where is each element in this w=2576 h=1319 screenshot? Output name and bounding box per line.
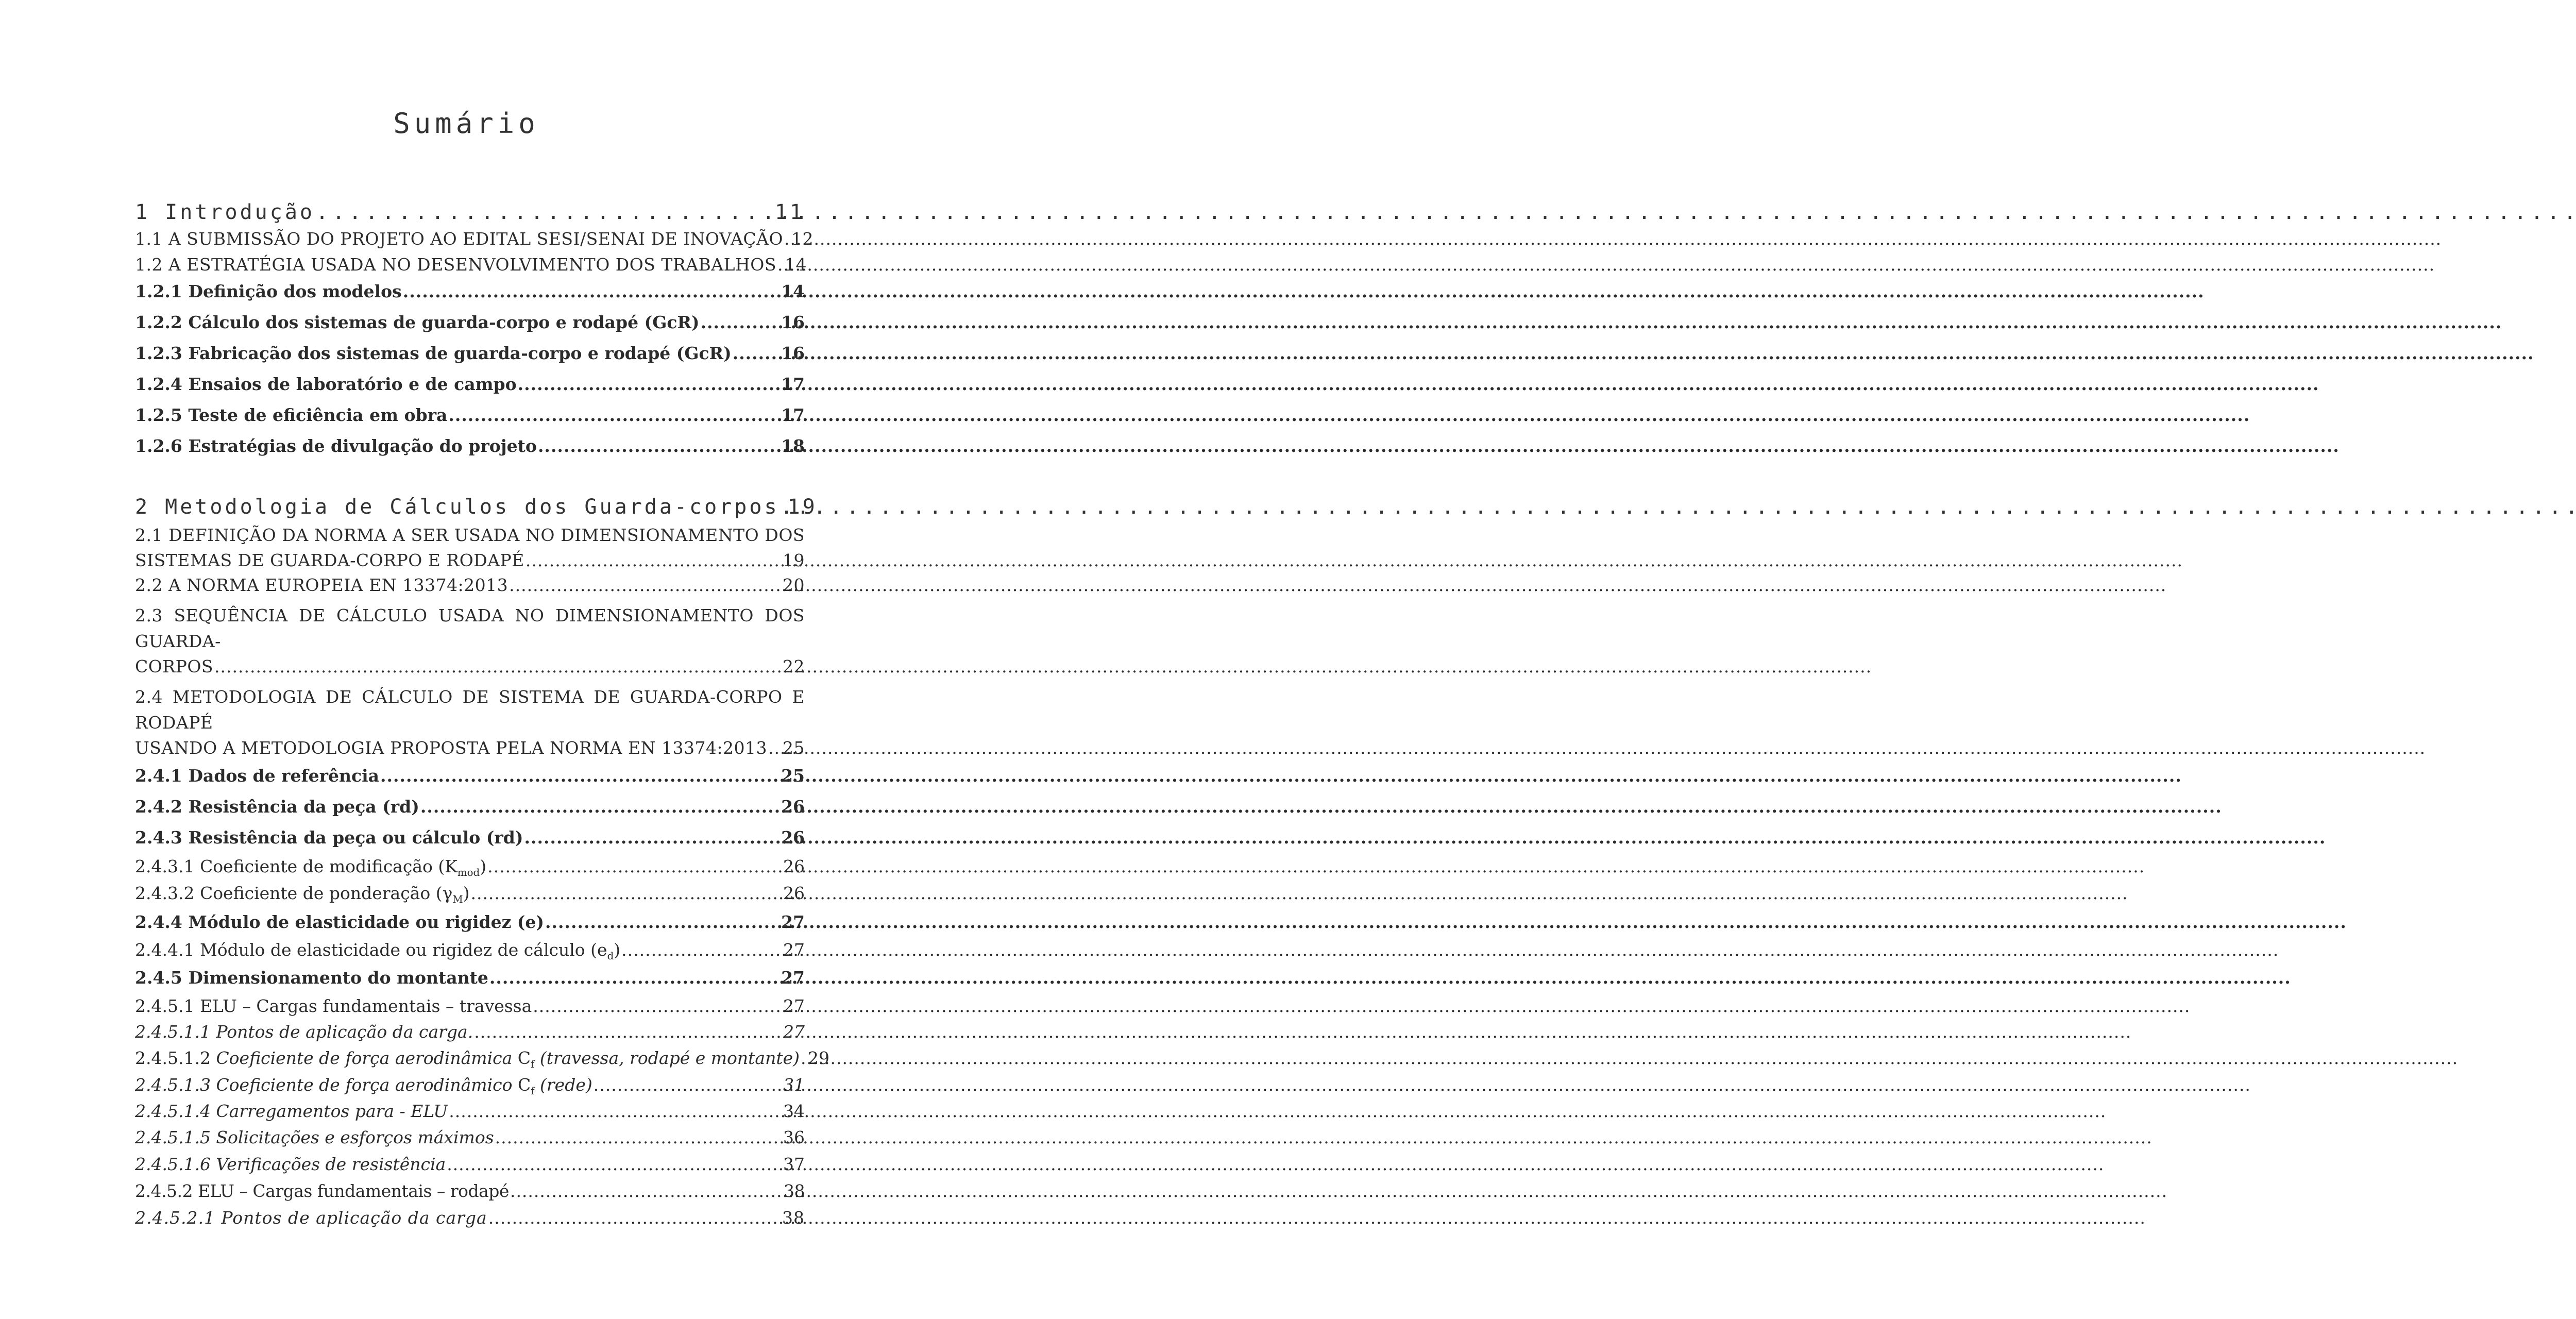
toc-entry-1-2[interactable]: 1.2 A ESTRATÉGIA USADA NO DESENVOLVIMENTO DOS TRABALHOS ..... 14 xyxy=(135,253,805,276)
dot-leader xyxy=(214,654,782,679)
toc-entry-2-4-3-1[interactable]: 2.4.3.1 Coeficiente de modificação $(K_{mod})$ ..... 26 xyxy=(135,853,805,880)
toc-entry-2-4-5-1-6[interactable]: 2.4.5.1.6 Verificações de resistência ..... 37 xyxy=(135,1151,805,1178)
toc-entry-chapter-1[interactable]: 1 Introdução ..... 11 xyxy=(135,197,805,228)
dot-leader xyxy=(380,760,780,791)
toc-entry-2-4-2[interactable]: 2.4.2 Resistência da peça (rd) ..... 26 xyxy=(135,791,805,822)
dot-leader xyxy=(510,1178,783,1205)
dot-leader xyxy=(448,400,780,431)
toc-entry-2-4-5[interactable]: 2.4.5 Dimensionamento do montante ..... 27 xyxy=(135,962,805,993)
toc-entry-2-4-line-1[interactable]: 2.4 METODOLOGIA DE CÁLCULO DE SISTEMA DE GUARDA-CORPO E RODAPÉ xyxy=(135,687,805,733)
toc-entry-2-4-5-1-2[interactable]: 2.4.5.1.2 Coeficiente de força aerodinâmica $C_f$ (travessa, rodapé e montante) ..... 29 xyxy=(135,1045,805,1072)
dot-leader xyxy=(449,1098,782,1124)
toc-entry-1-2-3[interactable]: 1.2.3 Fabricação dos sistemas de guarda-corpo e rodapé (GcR) ..... 16 xyxy=(135,338,805,369)
toc-entry-2-4-5-2-1[interactable]: 2.4.5.2.1 Pontos de aplicação da carga ..... 38 xyxy=(135,1205,805,1231)
page-title: Sumário xyxy=(393,107,539,140)
toc-entry-2-4-5-1-1[interactable]: 2.4.5.1.1 Pontos de aplicação da carga. ..... 27 xyxy=(135,1019,805,1045)
dot-leader xyxy=(533,993,782,1019)
toc-entry-2-4-5-1-3[interactable]: 2.4.5.1.3 Coeficiente de força aerodinâmico $C_f$ (rede) ..... 31 xyxy=(135,1072,805,1098)
dot-leader xyxy=(526,548,782,573)
dot-leader xyxy=(538,431,780,462)
toc-entry-1-2-1[interactable]: 1.2.1 Definição dos modelos ..... 14 xyxy=(135,276,805,307)
toc-entry-2-4-5-2[interactable]: 2.4.5.2 ELU – Cargas fundamentais – rodapé ..... 38 xyxy=(135,1178,805,1205)
toc-entry-1-2-4[interactable]: 1.2.4 Ensaios de laboratório e de campo ..... 17 xyxy=(135,369,805,400)
dot-leader xyxy=(524,822,781,853)
toc-entry-2-1-line-1[interactable]: 2.1 DEFINIÇÃO DA NORMA A SER USADA NO DIMENSIONAMENTO DOS xyxy=(135,525,805,545)
dot-leader xyxy=(403,276,780,307)
toc-entry-2-3[interactable]: CORPOS ..... 22 xyxy=(135,654,805,679)
toc-entry-2-4[interactable]: USANDO A METODOLOGIA PROPOSTA PELA NORMA EN 13374:2013 ..... 25 xyxy=(135,736,805,760)
toc-entry-2-2[interactable]: 2.2 A NORMA EUROPEIA EN 13374:2013 ..... 20 xyxy=(135,573,805,598)
toc-entry-2-4-3-2[interactable]: 2.4.3.2 Coeficiente de ponderação $(\gamma_M)$ ..... 26 xyxy=(135,880,805,907)
dot-leader xyxy=(470,880,782,907)
dot-leader xyxy=(447,1151,782,1178)
dot-leader xyxy=(781,492,787,522)
toc-entry-1-1[interactable]: 1.1 A SUBMISSÃO DO PROJETO AO EDITAL SESI/SENAI DE INOVAÇÃO ..... 12 xyxy=(135,228,805,250)
toc-entry-2-4-5-1[interactable]: 2.4.5.1 ELU – Cargas fundamentais – travessa ..... 27 xyxy=(135,993,805,1019)
dot-leader xyxy=(801,1045,807,1072)
dot-leader xyxy=(701,307,781,338)
dot-leader xyxy=(621,938,782,962)
toc-entry-2-4-3[interactable]: 2.4.3 Resistência da peça ou cálculo (rd) ..... 26 xyxy=(135,822,805,853)
dot-leader xyxy=(777,253,784,276)
dot-leader xyxy=(420,791,780,822)
toc-entry-2-4-4-1[interactable]: 2.4.4.1 Módulo de elasticidade ou rigidez de cálculo $(e_d)$ ..... 27 xyxy=(135,938,805,962)
dot-leader xyxy=(784,228,790,250)
dot-leader xyxy=(518,369,780,400)
table-of-contents xyxy=(135,197,830,1231)
dot-leader xyxy=(733,338,780,369)
toc-entry-2-4-1[interactable]: 2.4.1 Dados de referência ..... 25 xyxy=(135,760,805,791)
toc-entry-1-2-6[interactable]: 1.2.6 Estratégias de divulgação do projeto ..... 18 xyxy=(135,431,805,462)
dot-leader xyxy=(768,736,782,760)
dot-leader xyxy=(474,1019,782,1045)
toc-entry-2-1[interactable]: SISTEMAS DE GUARDA-CORPO E RODAPÉ ..... 19 xyxy=(135,548,805,573)
toc-entry-chapter-2[interactable]: 2 Metodologia de Cálculos dos Guarda-corpos ..... 19 xyxy=(135,492,805,522)
dot-leader xyxy=(316,197,774,228)
dot-leader xyxy=(509,573,782,598)
toc-entry-2-4-4[interactable]: 2.4.4 Módulo de elasticidade ou rigidez (e) ..... 27 xyxy=(135,907,805,938)
toc-entry-2-4-5-1-5[interactable]: 2.4.5.1.5 Solicitações e esforços máximos ..... 36 xyxy=(135,1124,805,1151)
dot-leader xyxy=(488,1205,781,1231)
dot-leader xyxy=(487,853,782,880)
toc-entry-2-4-5-1-4[interactable]: 2.4.5.1.4 Carregamentos para - ELU ..... 34 xyxy=(135,1098,805,1124)
toc-entry-2-3-line-1[interactable]: 2.3 SEQUÊNCIA DE CÁLCULO USADA NO DIMENSIONAMENTO DOS GUARDA- xyxy=(135,605,805,651)
dot-leader xyxy=(495,1124,782,1151)
dot-leader xyxy=(545,907,780,938)
toc-entry-1-2-5[interactable]: 1.2.5 Teste de eficiência em obra ..... 17 xyxy=(135,400,805,431)
dot-leader xyxy=(594,1072,782,1098)
dot-leader xyxy=(489,962,780,993)
toc-entry-1-2-2[interactable]: 1.2.2 Cálculo dos sistemas de guarda-corpo e rodapé (GcR) ..... 16 xyxy=(135,307,805,338)
